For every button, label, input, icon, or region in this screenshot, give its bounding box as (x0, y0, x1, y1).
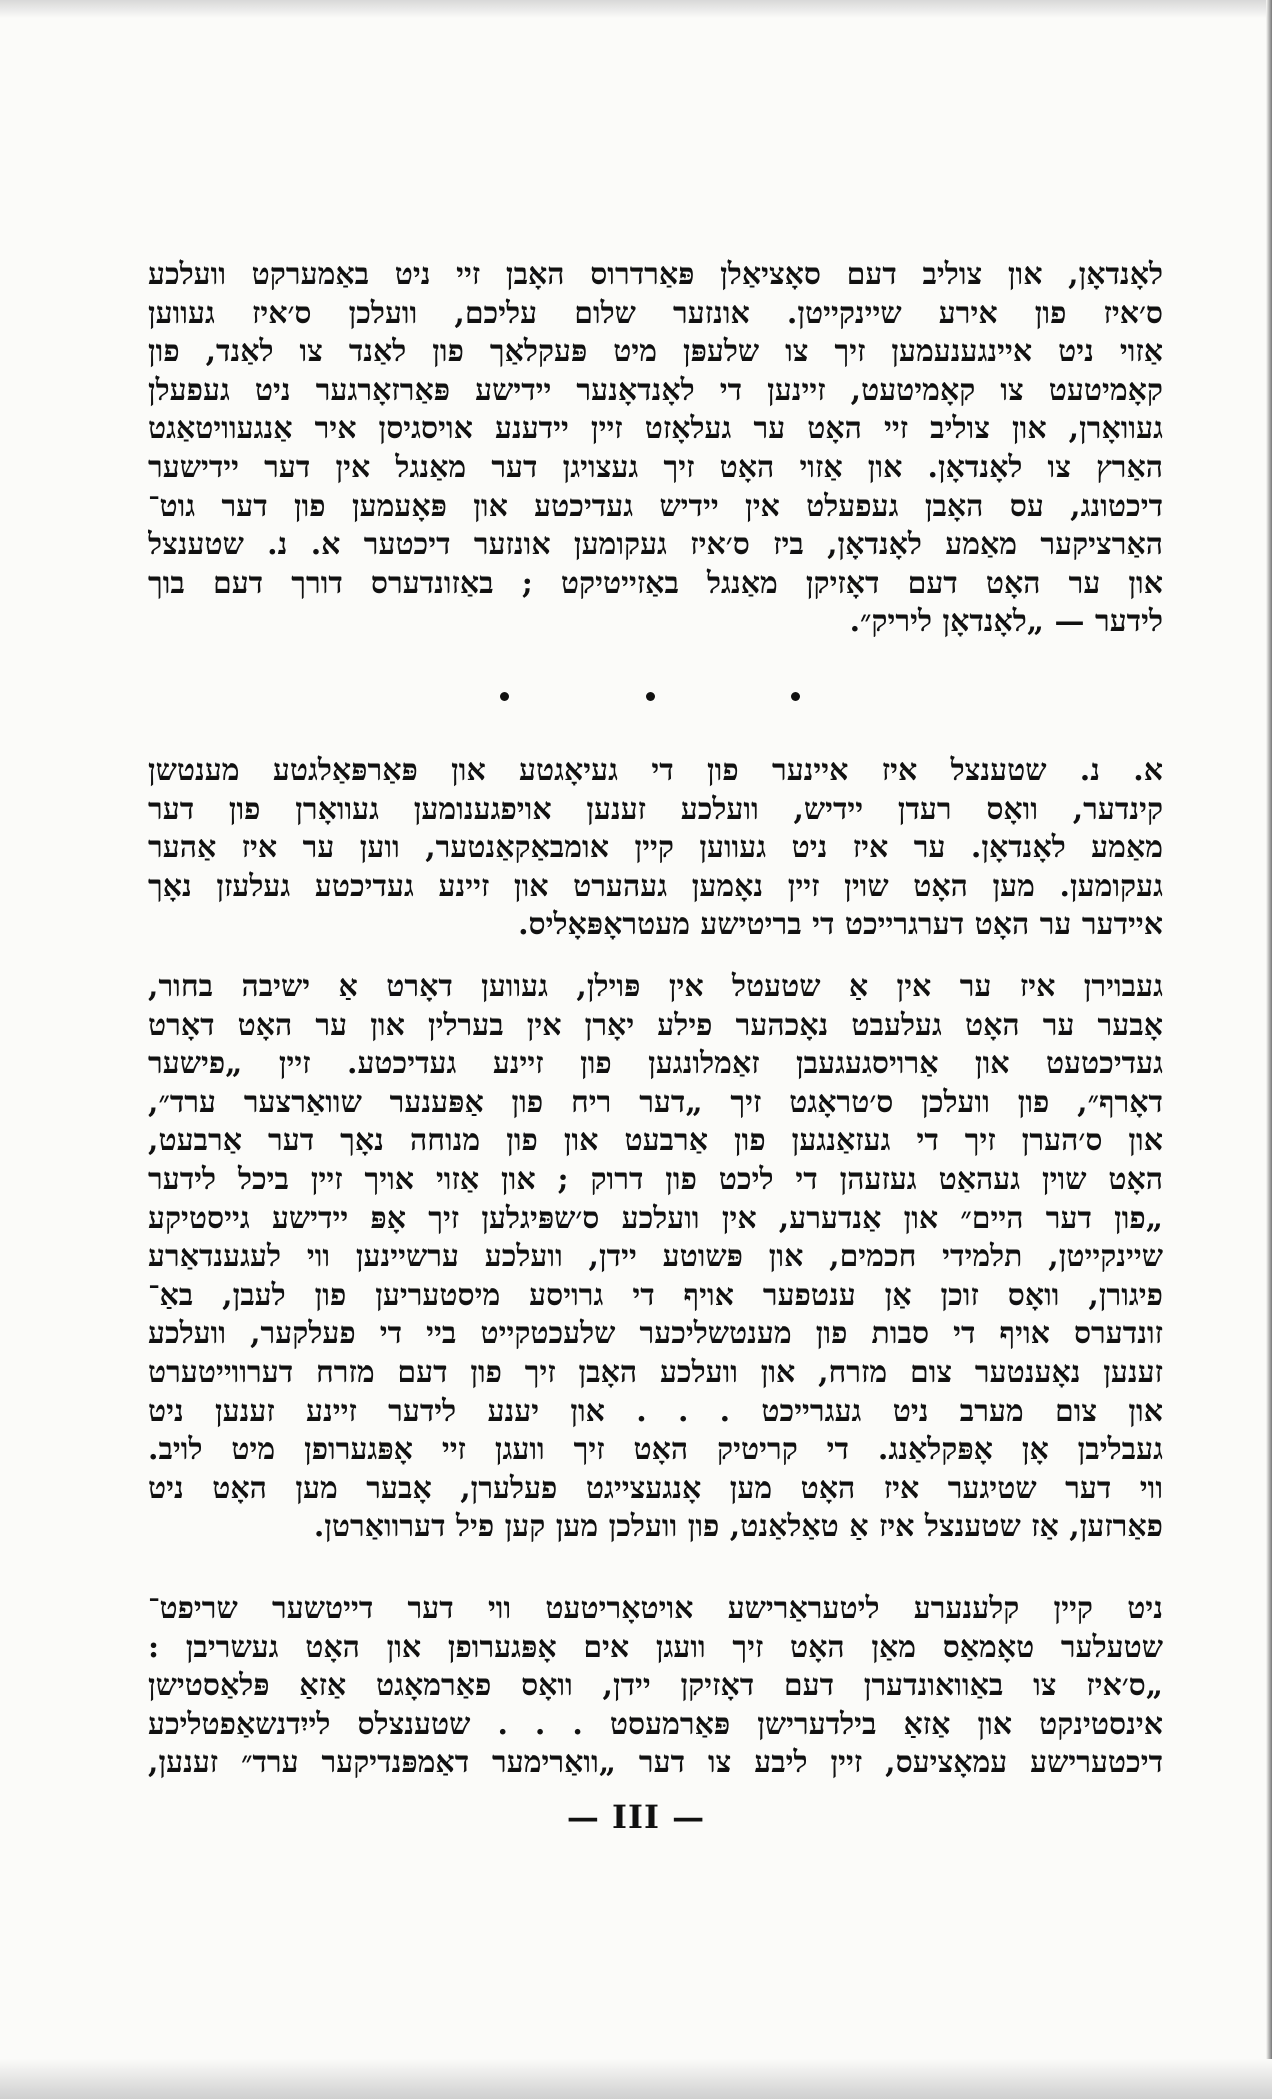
text-line: לידער — „לאָנדאָן ליריק״. (849, 604, 1163, 640)
scan-bottom-edge (0, 2059, 1272, 2099)
text-line: געדיכטעט און אַרויסגעגעבן זאַמלונגען פון זיינע געדיכטע. זיין „פישער (148, 1046, 1163, 1082)
text-line: האַרציקער מאַמע לאָנדאָן, ביז ס׳איז געקומען אונזער דיכטער א. נ. שטענצל (148, 527, 1163, 563)
text-line: אַזוי ניט איינגענעמען זיך צו שלעפּן מיט פּעקלאַך פון לאַנד צו לאַנד, פון (148, 334, 1163, 370)
page-number: — III — (566, 1798, 706, 1836)
text-line: דיכטערישע עמאָציעס, זיין ליבע צו דער „וואַרימער דאַמפּנדיקער ערד״ זענען, (148, 1745, 1163, 1781)
paragraph-3 (148, 968, 1163, 1547)
text-line: און ס׳הערן זיך די געזאַנגען פון אַרבעט און פון מנוחה נאָך דער אַרבעט, (148, 1123, 1163, 1159)
text-line: מאַמע לאָנדאָן. ער איז ניט געווען קיין אומבאַקאַנטער, ווען ער איז אַהער (148, 830, 1163, 866)
text-line: דאָרף״, פון וועלכן ס׳טראָגט זיך „דער ריח פון אַפּענער שוואַרצער ערד״, (148, 1084, 1163, 1120)
text-line: געבוירן איז ער אין אַ שטעטל אין פּוילן, געווען דאָרט אַ ישיבה בחור, (148, 969, 1163, 1004)
text-line: געבליבן אָן אָפּקלאַנג. די קריטיק האָט זיך וועגן זיי אָפּגערופן מיט לויב. (148, 1432, 1163, 1468)
text-line: שטעלער טאָמאַס מאַן האָט זיך וועגן אים אָפּגערופן און האָט געשריבן : (148, 1629, 1163, 1665)
text-line: אָבער ער האָט געלעבט נאָכהער פילע יאָרן אין בערלין און ער האָט דאָרט (148, 1007, 1163, 1043)
scan-right-edge (1266, 0, 1272, 2099)
text-line: זונדערס אויף די סבות פון מענטשליכער שלעכטקייט ביי די פעלקער, וועלכע (148, 1316, 1163, 1352)
text-line: ווי דער שטיגער איז האָט מען אָנגעצייגט פעלערן, אָבער מען האָט ניט (148, 1470, 1163, 1506)
text-line: און צום מערב ניט געגרייכט . . . און יענע לידער זיינע זענען ניט (148, 1393, 1163, 1429)
text-line: און ער האָט דעם דאָזיקן מאַנגל באַזייטיקט ; באַזונדערס דורך דעם בוך (148, 565, 1163, 601)
text-line: ס׳איז פון אירע שיינקייטן. אונזער שלום עליכם, וועלכן ס׳איז געווען (148, 295, 1163, 331)
scan-top-edge (0, 0, 1272, 18)
text-line: קאָמיטעט צו קאָמיטעט, זיינען די לאָנדאָנער יידישע פּאַרזאָרגער ניט געפעלן (148, 372, 1163, 408)
separator-dot (500, 692, 509, 701)
text-line: לאָנדאָן, און צוליב דעם סאָציאַלן פּאַרדרוס האָבן זיי ניט באַמערקט וועלכע (148, 257, 1163, 292)
text-line: זענען נאָענטער צום מזרח, און וועלכע האָבן זיך פון דעם מזרח דערווייטערט (148, 1354, 1163, 1390)
paragraph-1 (148, 256, 1163, 642)
text-line: קינדער, וואָס רעדן יידיש, וועלכע זענען אויפגענומען געוואָרן פון דער (148, 791, 1163, 827)
section-separator (500, 684, 800, 708)
text-line: פיגורן, וואָס זוכן אַן ענטפער אויף די גרויסע מיסטעריען פון לעבן, באַ־ (148, 1277, 1163, 1313)
text-line: א. נ. שטענצל איז איינער פון די געיאָגטע און פּאַרפּאַלגטע מענטשן (148, 753, 1163, 788)
text-line: אינסטינקט און אַזאַ בילדערישן פּאַרמעסט . . . שטענצלס לייִדנשאַפטליכע (148, 1706, 1163, 1742)
separator-dot (646, 692, 655, 701)
separator-dot (791, 692, 800, 701)
text-line: דיכטונג, עס האָבן געפעלט אין יידיש געדיכטע און פּאָעמען פון דער גוט־ (148, 488, 1163, 524)
text-line: „פון דער היים״ און אַנדערע, אין וועלכע ס׳שפּיגלען זיך אָפּ יידישע גייסטיקע (148, 1200, 1163, 1236)
paragraph-4 (148, 1590, 1163, 1783)
text-line: האַרץ צו לאָנדאָן. און אַזוי האָט זיך געצויגן דער מאַנגל אין דער יידישער (148, 449, 1163, 485)
text-line: איידער ער האָט דערגרייכט די בריטישע מעטראָפּאָליס. (518, 907, 1163, 943)
text-line: ניט קיין קלענערע ליטעראַרישע אויטאָריטעט ווי דער דייטשער שריפט־ (148, 1591, 1163, 1626)
text-line: געקומען. מען האָט שוין זיין נאָמען געהערט און זיינע געדיכטע געלעזן נאָך (148, 868, 1163, 904)
text-line: שיינקייטן, תלמידי חכמים, און פּשוטע יידן, וועלכע ערשיינען ווי לעגענדאַרע (148, 1239, 1163, 1275)
paragraph-2 (148, 752, 1163, 945)
text-line: פאַרזען, אַז שטענצל איז אַ טאַלאַנט, פון וועלכן מען קען פיל דערוואַרטן. (313, 1509, 1163, 1545)
text-line: האָט שוין געהאַט געזעהן די ליכט פון דרוק ; און אַזוי אויך זיין ביכל לידער (148, 1161, 1163, 1197)
text-line: געוואָרן, און צוליב זיי האָט ער געלאָזט זיין יידענע אויסגיסן איר אַנגעוויטאַגט (148, 411, 1163, 447)
text-line: „ס׳איז צו באַוואונדערן דעם דאָזיקן יידן, וואָס פאַרמאָגט אַזאַ פּלאַסטישן (148, 1668, 1163, 1704)
